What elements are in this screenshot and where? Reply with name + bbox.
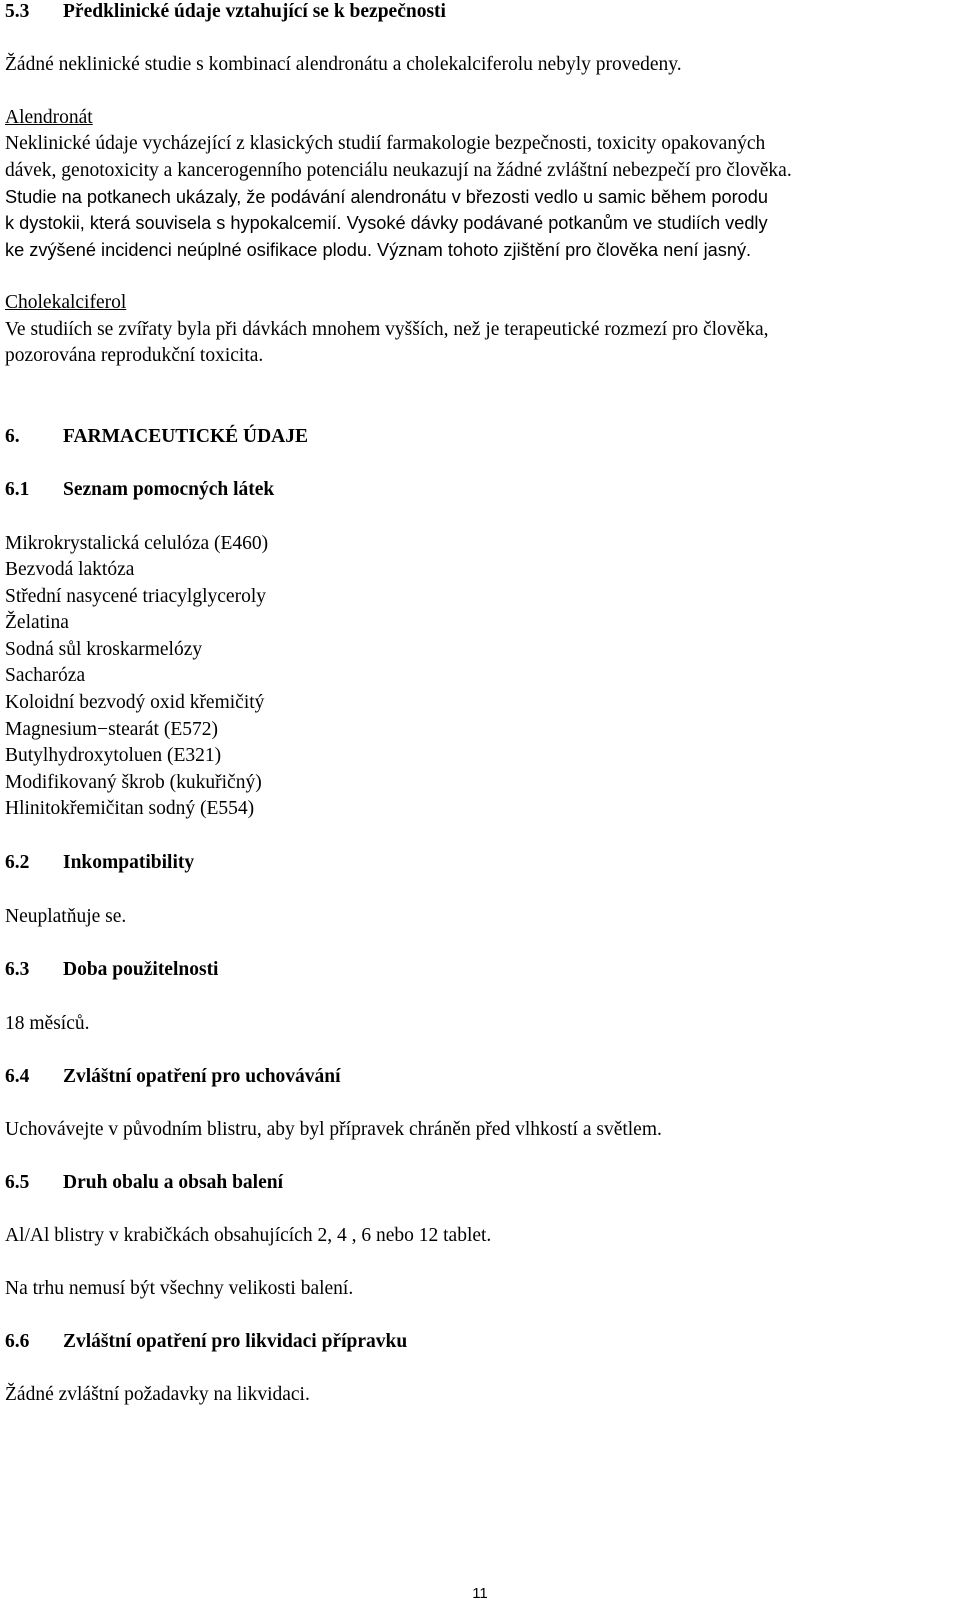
section-number: 6.2 (5, 852, 30, 873)
section-number: 6. (5, 426, 20, 447)
section-6-2-heading (5, 851, 194, 875)
section-6-3-text: 18 měsíců. (5, 1013, 90, 1034)
excipient-item: Sacharóza (5, 665, 86, 686)
section-title: Zvláštní opatření pro uchovávání (63, 1066, 341, 1087)
cholekalciferol-line: Ve studiích se zvířaty byla při dávkách mnohem vyšších, než je terapeutické rozmezí pro člověka, (5, 319, 769, 340)
section-6-1-heading (5, 478, 274, 502)
section-6-3-heading (5, 958, 218, 982)
section-number: 6.1 (5, 479, 30, 500)
section-6-6-text: Žádné zvláštní požadavky na likvidaci. (5, 1384, 310, 1405)
alendronat-line: ke zvýšené incidenci neúplné osifikace plodu. Význam tohoto zjištění pro člověka není jasný. (5, 240, 752, 260)
section-title: Předklinické údaje vztahující se k bezpečnosti (63, 1, 446, 22)
excipient-item: Magnesium−stearát (E572) (5, 719, 218, 740)
excipient-item: Hlinitokřemičitan sodný (E554) (5, 798, 255, 819)
excipient-item: Koloidní bezvodý oxid křemičitý (5, 692, 265, 713)
excipient-item: Butylhydroxytoluen (E321) (5, 745, 222, 766)
intro-paragraph: Žádné neklinické studie s kombinací alendronátu a cholekalciferolu nebyly provedeny. (5, 54, 682, 75)
alendronat-line: Studie na potkanech ukázaly, že podávání alendronátu v březosti vedlo u samic během porodu (5, 187, 769, 207)
section-6-heading (5, 425, 308, 449)
alendronat-line: Neklinické údaje vycházející z klasických studií farmakologie bezpečnosti, toxicity opakovaných (5, 133, 766, 154)
section-title: Seznam pomocných látek (63, 479, 275, 500)
section-number: 5.3 (5, 1, 30, 22)
section-6-4-heading (5, 1065, 341, 1089)
section-title: Zvláštní opatření pro likvidaci přípravku (63, 1331, 408, 1352)
excipient-item: Modifikovaný škrob (kukuřičný) (5, 772, 262, 793)
cholekalciferol-line: pozorována reprodukční toxicita. (5, 345, 264, 366)
section-6-6-heading (5, 1330, 407, 1354)
excipient-item: Sodná sůl kroskarmelózy (5, 639, 203, 660)
excipient-item: Bezvodá laktóza (5, 559, 135, 580)
section-5-3-heading (5, 0, 446, 24)
section-number: 6.5 (5, 1172, 30, 1193)
section-title: Doba použitelnosti (63, 959, 219, 980)
alendronat-line: dávek, genotoxicity a kancerogenního potenciálu neukazují na žádné zvláštní nebezpečí pro člověka. (5, 160, 792, 181)
excipient-item: Střední nasycené triacylglyceroly (5, 586, 266, 607)
alendronat-line: k dystokii, která souvisela s hypokalcemií. Vysoké dávky podávané potkanům ve studiích vedly (5, 213, 768, 233)
section-number: 6.4 (5, 1066, 30, 1087)
section-6-5-heading (5, 1171, 283, 1195)
cholekalciferol-subheading: Cholekalciferol (5, 292, 127, 313)
excipient-item: Želatina (5, 612, 69, 633)
section-6-4-text: Uchovávejte v původním blistru, aby byl přípravek chráněn před vlhkostí a světlem. (5, 1119, 662, 1140)
page-number: 11 (472, 1585, 488, 1602)
section-6-2-text: Neuplatňuje se. (5, 906, 127, 927)
section-number: 6.3 (5, 959, 30, 980)
section-number: 6.6 (5, 1331, 30, 1352)
section-title: Druh obalu a obsah balení (63, 1172, 283, 1193)
section-title: Inkompatibility (63, 852, 195, 873)
section-6-5-note: Na trhu nemusí být všechny velikosti balení. (5, 1278, 354, 1299)
alendronat-subheading: Alendronát (5, 107, 93, 128)
section-6-5-text: Al/Al blistry v krabičkách obsahujících 2, 4 , 6 nebo 12 tablet. (5, 1225, 492, 1246)
section-title: FARMACEUTICKÉ ÚDAJE (63, 426, 309, 447)
excipient-item: Mikrokrystalická celulóza (E460) (5, 533, 269, 554)
